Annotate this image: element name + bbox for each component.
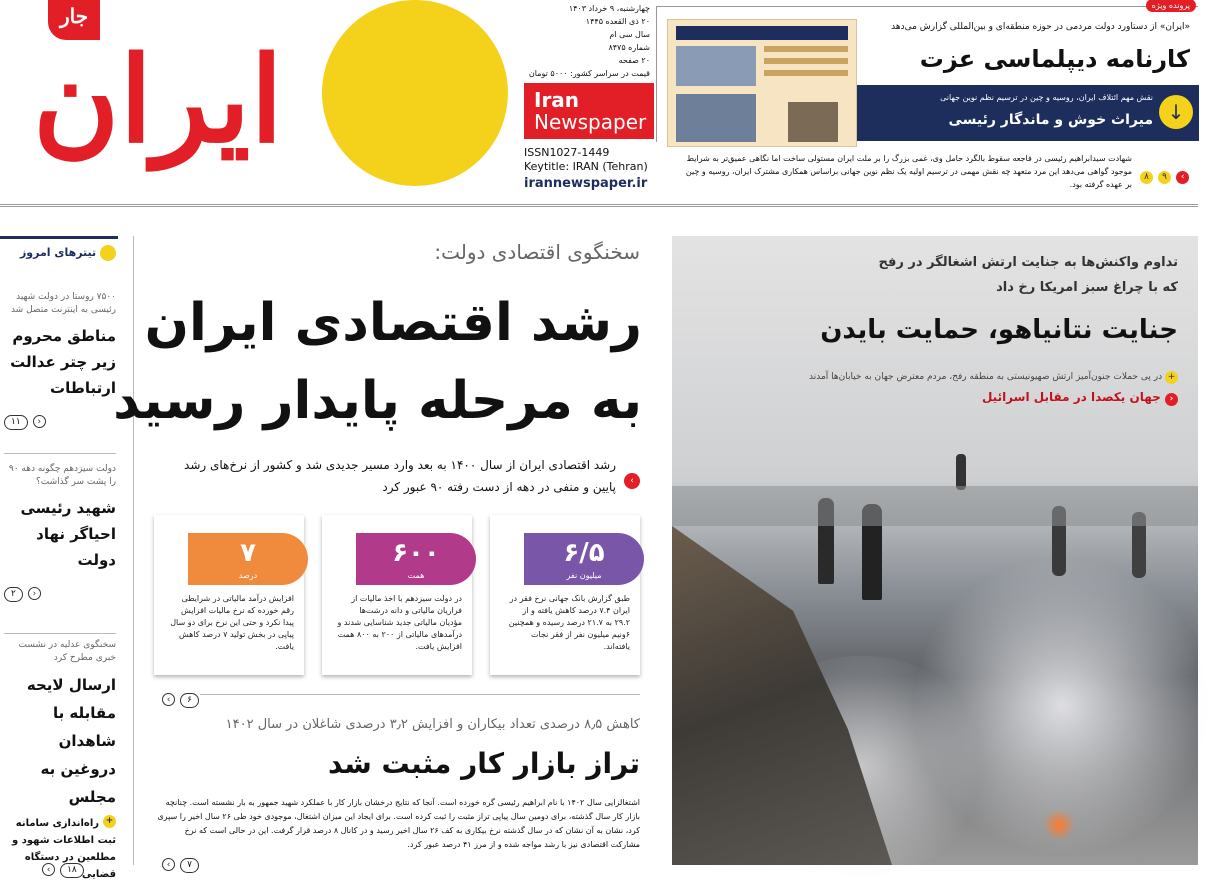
sidebar-header	[2, 245, 116, 261]
page-ref	[162, 687, 199, 708]
brand-line1: Iran	[534, 88, 580, 112]
thumb-photo	[788, 102, 838, 142]
brand-box	[524, 83, 654, 139]
special-navy-bar	[857, 85, 1199, 141]
chevron-left-icon: ‹	[162, 858, 175, 871]
stat-value: ۶۰۰	[392, 538, 440, 568]
page-number[interactable]: ۷	[180, 858, 199, 873]
date-line: ۲۰ صفحه	[618, 56, 650, 65]
photo-bullet[interactable]	[758, 388, 1178, 406]
down-arrow-icon: ↓	[1159, 95, 1193, 129]
thumb-line	[764, 46, 848, 52]
main-lede: رشد اقتصادی ایران از سال ۱۴۰۰ به بعد وارد مسیر جدیدی شد و کشور از نرخ‌های رشد پایین و منفی در دهه از دست رفته ۹۰ عبور کرد	[184, 458, 616, 494]
second-title: تراز بازار کار مثبت شد	[328, 747, 640, 780]
sidebar-dot-icon	[100, 245, 116, 261]
masthead	[0, 0, 1198, 200]
photo-bullet-text: در پی حملات جنون‌آمیز ارتش صهیونیستی به منطقه رفح، مردم معترض جهان به خیابان‌ها آمدند	[808, 372, 1163, 382]
sidebar-item[interactable]	[4, 291, 116, 430]
tents	[672, 486, 1198, 526]
divider	[4, 453, 116, 454]
sidebar-item-kicker: ۷۵۰۰ روستا در دولت شهید رئیسی به اینترنت متصل شد	[10, 292, 116, 315]
photo-kicker: تداوم واکنش‌ها به جنایت ارتش اشغالگر در رفح که با چراغ سبز امریکا رخ داد	[878, 255, 1178, 295]
sidebar-item[interactable]	[4, 463, 116, 602]
page-number[interactable]: ۲	[4, 587, 23, 602]
chevron-left-icon: ‹	[28, 587, 41, 600]
rafah-photo	[672, 236, 1198, 865]
second-body: اشتغالزایی سال ۱۴۰۲ با نام ابراهیم رئیسی گره خورده است. آنجا که نتایج درخشان بازار کار با عملکرد شهید جمهور به بار نشسته است. چنانچه بازار کار سال گذشته، برای دومین سال پیاپی تراز مثبت را ثبت کرده است. برای ایجاد این میزان اشتغال، موجودی خود طی ۲۶ سال اخیر را سپری کرد، نشان به آن نشان که در سال گذشته نرخ بیکاری به کف ۲۶ سال اخیر رسید و در کانال ۸ درصد قرار گرفت. این در حالی است که نرخ مشارکت اقتصادی نیز با رشد مواجه شده و از مرز ۴۱ درصد عبور کرد.	[157, 798, 640, 849]
thumb-line	[764, 58, 848, 64]
sun-circle	[322, 0, 508, 186]
divider	[4, 633, 116, 634]
stat-value: ۷	[240, 538, 256, 568]
masthead-logo	[0, 0, 310, 195]
page-9-button[interactable]: ۹	[1158, 171, 1171, 184]
page-ref	[162, 852, 199, 873]
navy-kicker: نقش مهم ائتلاف ایران، روسیه و چین در ترسیم نظم نوین جهانی	[940, 93, 1153, 102]
page-number[interactable]: ۱۸	[60, 863, 84, 878]
special-pages	[1140, 164, 1189, 184]
sidebar-item-title: مناطق محروم زیر چتر عدالت ارتباطات	[10, 327, 116, 397]
stat-box-tax	[322, 515, 472, 675]
main-kicker: سخنگوی اقتصادی دولت:	[434, 240, 640, 264]
second-kicker: کاهش ۸٫۵ درصدی تعداد بیکاران و افزایش ۳٫۲ درصدی شاغلان در سال ۱۴۰۲	[225, 717, 640, 732]
sidebar-header-label: تیترهای امروز	[19, 246, 97, 259]
masthead-rule	[0, 204, 1198, 207]
stat-unit: همت	[407, 571, 425, 580]
lede-arrow-icon: ‹	[624, 468, 640, 489]
fire-glow	[1044, 808, 1074, 842]
date-line: ۲۰ ذی القعده ۱۴۴۵	[585, 17, 650, 26]
chevron-left-icon: ‹	[1176, 171, 1189, 184]
photo-bullet-link: جهان یکصدا در مقابل اسرائیل	[981, 390, 1161, 404]
sidebar	[0, 236, 118, 880]
stat-unit: درصد	[238, 571, 258, 580]
column-divider	[133, 236, 134, 865]
paper-thumbnail	[667, 19, 857, 147]
photo-bullet	[758, 370, 1178, 385]
issn: ISSN1027-1449	[524, 146, 610, 159]
stat-box-rate	[154, 515, 304, 675]
stat-text: در دولت سیزدهم با اخذ مالیات از فراریان مالیاتی و دانه درشت‌ها مؤدیان مالیاتی جدید شناسایی شدند و درآمدهای مالیاتی از ۲۰۰ به ۸۰۰ همت افزایش یافت.	[337, 594, 462, 651]
stat-text: افزایش درآمد مالیاتی در شرایطی رقم خورده که نرخ مالیات افزایش پیدا نکرد و حتی این نرخ برای دو سال پیاپی در بخش تولید ۷ درصد کاهش یافت.	[170, 594, 294, 651]
main-title-line2: به مرحله پایدار رسید	[113, 371, 642, 431]
website[interactable]: irannewspaper.ir	[524, 176, 648, 191]
photo-title: جنایت نتانیاهو، حمایت بایدن	[820, 315, 1178, 345]
page-ref	[42, 857, 84, 878]
page-8-button[interactable]: ۸	[1140, 171, 1153, 184]
special-panel	[656, 1, 1198, 142]
stat-unit: میلیون نفر	[566, 571, 602, 580]
badge-text: جار	[59, 4, 89, 28]
thumb-photo	[676, 94, 756, 142]
plus-icon: +	[103, 815, 116, 828]
stat-text: طبق گزارش بانک جهانی نرخ فقر در ایران ۷.۴ درصد کاهش یافته و از ۲۹.۲ به ۲۱.۷ درصد رسیده و همچنین ۶ونیم میلیون نفر از فقر نجات یافته‌اند.	[508, 594, 630, 651]
chevron-left-icon: ‹	[33, 415, 46, 428]
logo-text: ایران	[32, 30, 284, 169]
plus-icon: +	[1165, 371, 1178, 384]
thumb-header	[676, 26, 848, 40]
sidebar-bullet-text: راه‌اندازی سامانه ثبت اطلاعات شهود و مطلعین در دستگاه قضایی	[12, 818, 116, 880]
sidebar-item-title: شهید رئیسی احیاگر نهاد دولت	[20, 499, 116, 569]
sidebar-item-kicker: دولت سیزدهم چگونه دهه ۹۰ را پشت سر گذاشت؟	[8, 464, 116, 487]
date-info	[522, 2, 650, 80]
thumb-photo	[676, 46, 756, 86]
page-number[interactable]: ۶	[180, 693, 199, 708]
stat-tab	[524, 533, 644, 585]
stat-tab	[356, 533, 476, 585]
special-kicker: «ایران» از دستاورد دولت مردمی در حوزه منطقه‌ای و بین‌المللی گزارش می‌دهد	[891, 22, 1190, 32]
chevron-left-icon: ‹	[1165, 393, 1178, 406]
date-line: شماره ۸۴۷۵	[608, 43, 650, 52]
brand-line2: Newspaper	[534, 110, 647, 134]
chevron-left-icon: ‹	[162, 693, 175, 706]
date-line: سال سی ام	[609, 30, 650, 39]
page-ref	[4, 409, 116, 430]
date-line: چهارشنبه، ۹ خرداد ۱۴۰۳	[568, 4, 650, 13]
page-ref	[4, 581, 116, 602]
thumb-line	[764, 70, 848, 76]
special-badge: پرونده ویژه	[1146, 0, 1196, 12]
stat-value: ۶/۵	[563, 538, 605, 568]
sidebar-item[interactable]	[4, 639, 116, 883]
date-line: قیمت در سراسر کشور: ۵۰۰۰ تومان	[528, 69, 650, 78]
special-body: شهادت سیدابراهیم رئیسی در فاجعه سقوط بالگرد حامل وی، غمی بزرگ را بر ملت ایران مستولی ساخت اما نگاهی عمیق‌تر به شرایط موجود گواهی می‌دهد این مرد متعهد چه نقش مهمی در ترسیم اولیه یک نظم نوین جهانی براساس همکاری مشترک ایران، روسیه و چین بر عهده گرفته بود.	[685, 154, 1132, 189]
main-title-line1: رشد اقتصادی ایران	[144, 293, 642, 353]
divider	[200, 694, 640, 695]
navy-title: میراث خوش و ماندگار رئیسی	[948, 112, 1153, 128]
stat-tab	[188, 533, 308, 585]
chevron-left-icon: ‹	[42, 863, 55, 876]
keytitle: Keytitle: IRAN (Tehran)	[524, 160, 648, 173]
sidebar-item-kicker: سخنگوی عدلیه در نشست خبری مطرح کرد	[18, 640, 116, 663]
sidebar-item-title: ارسال لایحه مقابله با شاهدان دروغین به مجلس	[26, 676, 116, 806]
special-title: کارنامه دیپلماسی عزت	[919, 45, 1190, 73]
stat-box-poverty	[490, 515, 640, 675]
figure	[956, 454, 966, 490]
page-number[interactable]: ۱۱	[4, 415, 28, 430]
